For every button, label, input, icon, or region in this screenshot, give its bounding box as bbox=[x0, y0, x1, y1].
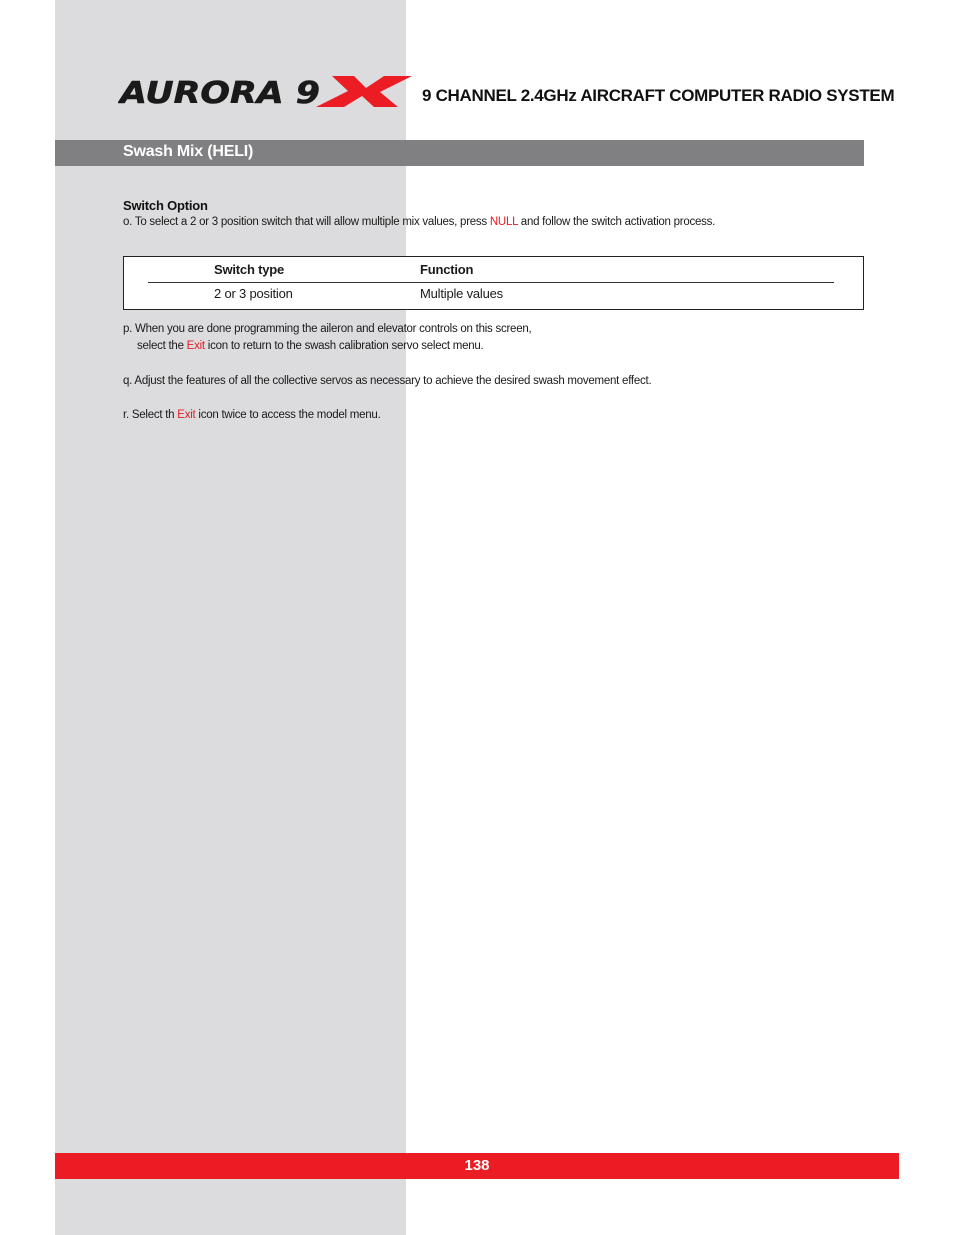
step-p-before: select the bbox=[137, 340, 187, 352]
aurora-9x-logo bbox=[118, 74, 414, 108]
table-header-function: Function bbox=[420, 262, 474, 277]
step-o-after: and follow the switch activation process. bbox=[517, 216, 716, 228]
left-margin-band bbox=[55, 0, 406, 1235]
exit-icon-label: Exit bbox=[177, 409, 196, 421]
document-title: 9 CHANNEL 2.4GHz AIRCRAFT COMPUTER RADIO SYSTEM bbox=[422, 86, 895, 105]
step-o-before: o. To select a 2 or 3 position switch that will allow multiple mix values, press bbox=[123, 216, 490, 228]
exit-icon-label: Exit bbox=[186, 340, 205, 352]
step-o-text bbox=[123, 216, 715, 228]
page-number: 138 bbox=[464, 1157, 490, 1174]
section-title: Swash Mix (HELI) bbox=[123, 143, 254, 160]
table-divider bbox=[148, 282, 834, 283]
step-p-line1: p. When you are done programming the aileron and elevator controls on this screen, bbox=[123, 323, 532, 335]
step-p-line2 bbox=[137, 340, 484, 352]
step-q-text: q. Adjust the features of all the collective servos as necessary to achieve the desired swash movement effect. bbox=[123, 375, 652, 387]
step-r-text bbox=[123, 409, 381, 421]
step-p-after: icon to return to the swash calibration servo select menu. bbox=[204, 340, 484, 352]
step-r-before: r. Select th bbox=[123, 409, 178, 421]
footer-bar bbox=[55, 1153, 899, 1179]
switch-type-table bbox=[123, 256, 864, 310]
section-header-bar bbox=[55, 140, 864, 166]
null-key-label: NULL bbox=[489, 216, 518, 228]
table-cell-switch-type: 2 or 3 position bbox=[214, 286, 293, 301]
step-r-after: icon twice to access the model menu. bbox=[195, 409, 381, 421]
svg-text:AURORA 9: AURORA 9 bbox=[118, 76, 321, 108]
table-cell-function: Multiple values bbox=[420, 286, 503, 301]
table-header-switch-type: Switch type bbox=[214, 262, 285, 277]
subheading-switch-option: Switch Option bbox=[123, 198, 208, 213]
